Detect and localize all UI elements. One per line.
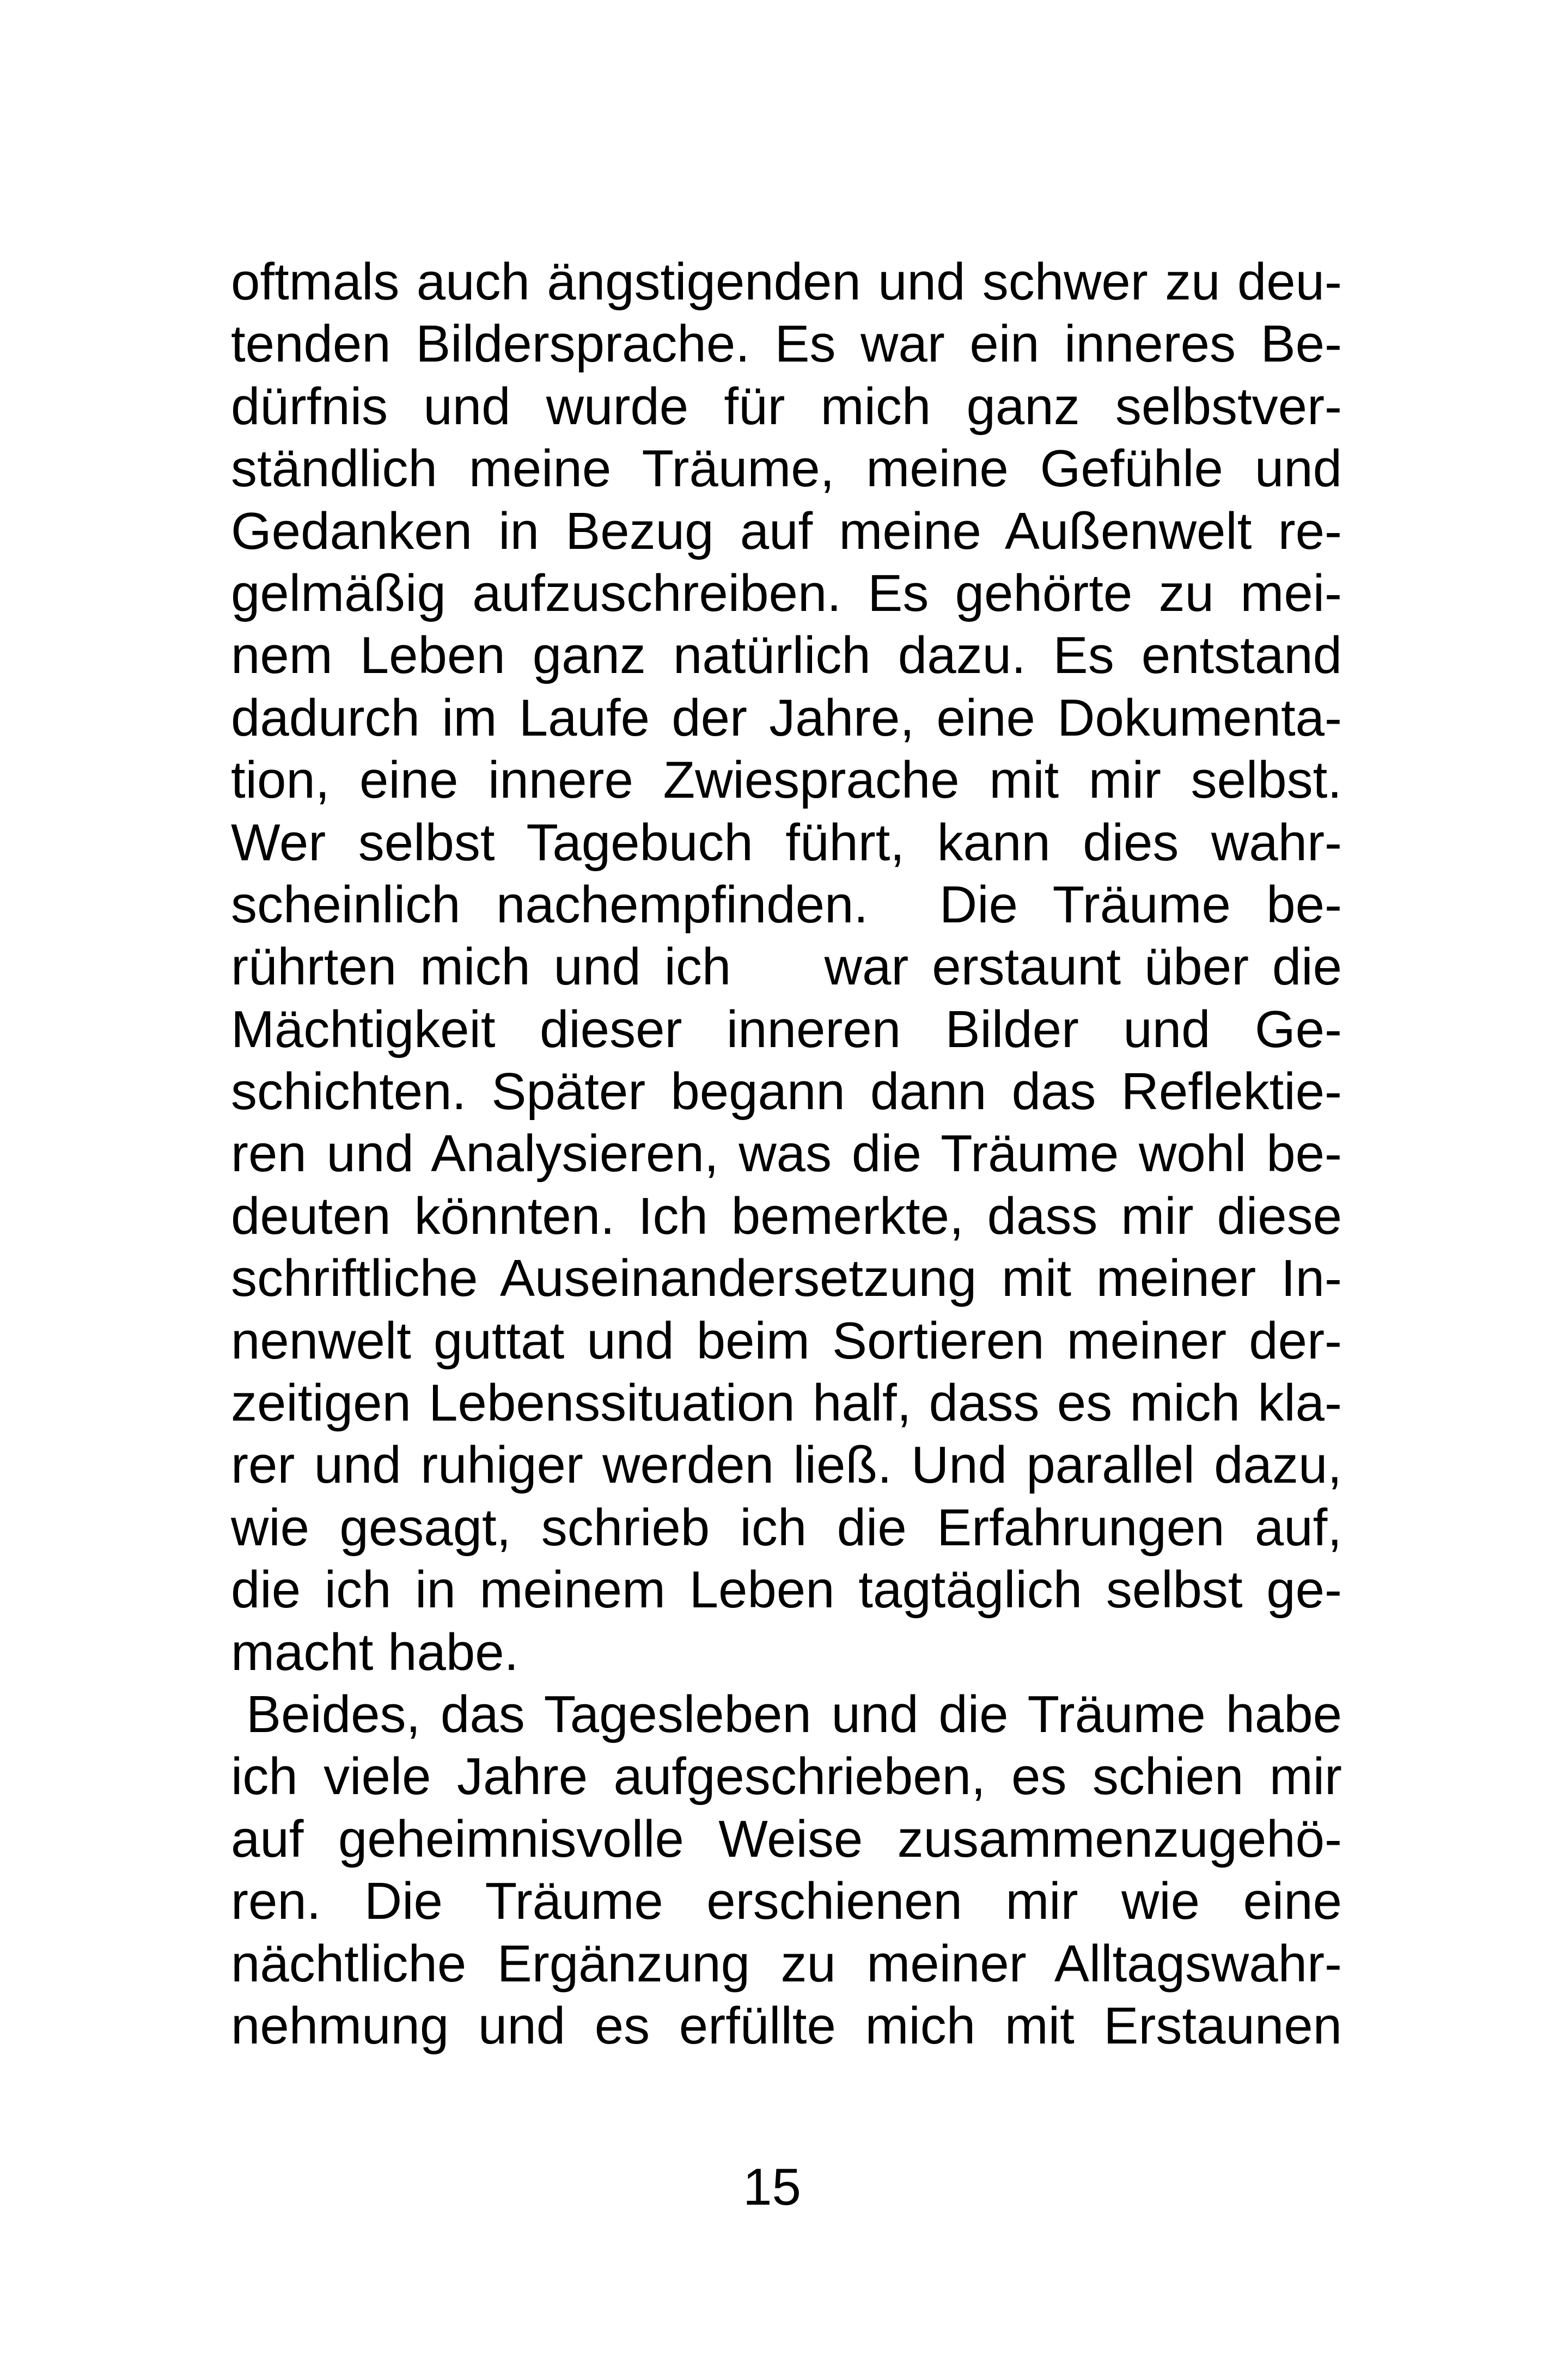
text-line: macht habe.: [231, 1623, 519, 1681]
text-line: gelmäßig aufzuschreiben. Es gehörte zu mei-: [231, 564, 1342, 622]
text-line: scheinlich nachempfinden. Die Träume be-: [231, 875, 1342, 934]
text-line: nehmung und es erfüllte mich mit Erstaunen: [231, 1996, 1342, 2055]
text-line: tenden Bildersprache. Es war ein inneres Be-: [231, 315, 1342, 374]
text-line: Mächtigkeit dieser inneren Bilder und Ge-: [231, 1000, 1342, 1059]
text-line: Wer selbst Tagebuch führt, kann dies wahr-: [231, 813, 1342, 872]
body-text: [231, 251, 1342, 2057]
text-line: ständlich meine Träume, meine Gefühle und: [231, 439, 1342, 498]
text-line: rührten mich und ich war erstaunt über die: [231, 938, 1342, 996]
text-line: schriftliche Auseinandersetzung mit meiner In-: [231, 1249, 1342, 1308]
text-line: oftmals auch ängstigenden und schwer zu deu-: [231, 253, 1342, 311]
text-line: ren. Die Träume erschienen mir wie eine: [231, 1872, 1342, 1931]
text-line: nächtliche Ergänzung zu meiner Alltagswahr-: [231, 1934, 1342, 1993]
text-line: ich viele Jahre aufgeschrieben, es schien mir: [231, 1747, 1342, 1806]
page-number: 15: [743, 2158, 801, 2216]
text-line: rer und ruhiger werden ließ. Und parallel dazu,: [231, 1436, 1342, 1495]
text-line: nem Leben ganz natürlich dazu. Es entstand: [231, 626, 1342, 685]
text-line: deuten könnten. Ich bemerkte, dass mir diese: [231, 1186, 1342, 1245]
text-line: wie gesagt, schrieb ich die Erfahrungen auf,: [231, 1498, 1342, 1557]
text-line: nenwelt guttat und beim Sortieren meiner der-: [231, 1311, 1342, 1370]
text-line: Beides, das Tagesleben und die Träume habe: [246, 1685, 1342, 1743]
text-line: dürfnis und wurde für mich ganz selbstver-: [231, 377, 1342, 436]
text-line: zeitigen Lebenssituation half, dass es mich kla-: [231, 1374, 1342, 1433]
text-line: schichten. Später begann dann das Reflektie-: [231, 1062, 1342, 1121]
text-line: tion, eine innere Zwiesprache mit mir selbst.: [231, 751, 1342, 810]
text-line: dadurch im Laufe der Jahre, eine Dokumenta-: [231, 688, 1342, 747]
text-line: ren und Analysieren, was die Träume wohl be-: [231, 1124, 1342, 1183]
text-line: die ich in meinem Leben tagtäglich selbst ge-: [231, 1561, 1342, 1619]
text-line: auf geheimnisvolle Weise zusammenzugehö-: [231, 1809, 1342, 1868]
text-line: Gedanken in Bezug auf meine Außenwelt re-: [231, 501, 1342, 560]
